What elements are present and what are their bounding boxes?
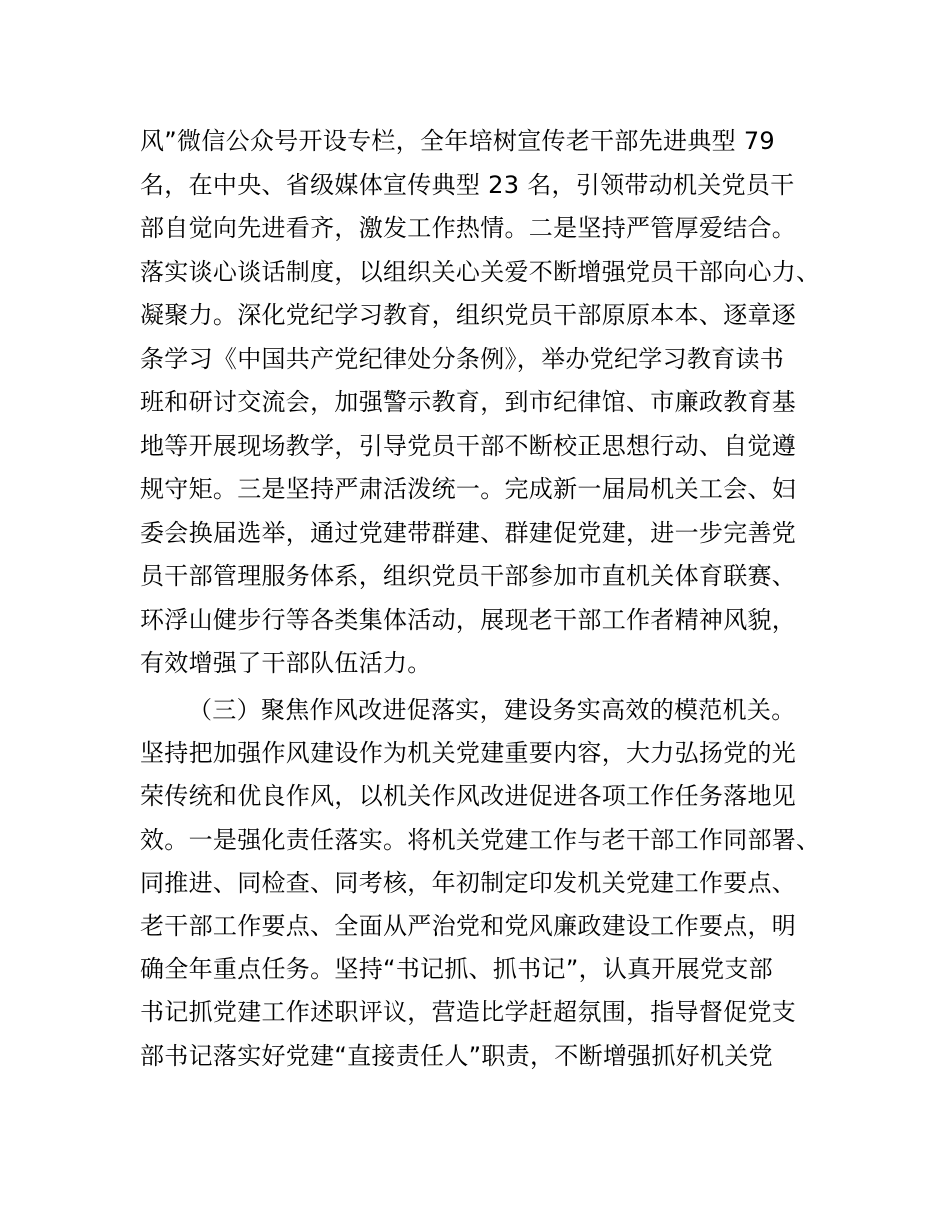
text-line: 效。一是强化责任落实。将机关党建工作与老干部工作同部署、 <box>140 825 821 854</box>
text-line: 凝聚力。深化党纪学习教育，组织党员干部原原本本、逐章逐 <box>140 301 797 329</box>
text-line: 确全年重点任务。坚持“书记抓、抓书记”，认真开展党支部 <box>140 955 773 984</box>
text-line: 班和研讨交流会，加强警示教育，到市纪律馆、市廉政教育基 <box>140 388 797 416</box>
text-line: 风”微信公众号开设专栏，全年培树宣传老干部先进典型 79 <box>140 127 775 155</box>
text-line: 坚持把加强作风建设作为机关党建重要内容，大力弘扬党的光 <box>140 739 797 768</box>
text-line: 荣传统和优良作风，以机关作风改进促进各项工作任务落地见 <box>140 782 797 811</box>
text-line: 环浮山健步行等各类集体活动，展现老干部工作者精神风貌， <box>140 605 797 634</box>
section-heading-line: （三）聚焦作风改进促落实，建设务实高效的模范机关。 <box>188 696 796 724</box>
text-line: 落实谈心谈话制度，以组织关心关爱不断增强党员干部向心力、 <box>140 257 821 286</box>
text-line: 书记抓党建工作述职评议，营造比学赶超氛围，指导督促党支 <box>140 998 797 1027</box>
paragraph-1 <box>140 120 830 686</box>
text-line: 同推进、同检查、同考核，年初制定印发机关党建工作要点、 <box>140 868 797 897</box>
text-line: 名，在中央、省级媒体宣传典型 23 名，引领带动机关党员干 <box>140 170 795 199</box>
text-line: 员干部管理服务体系，组织党员干部参加市直机关体育联赛、 <box>140 562 797 590</box>
text-line: 条学习《中国共产党纪律处分条例》，举办党纪学习教育读书 <box>140 344 785 373</box>
text-line: 地等开展现场教学，引导党员干部不断校正思想行动、自觉遵 <box>140 431 797 460</box>
text-line: 部书记落实好党建“直接责任人”职责，不断增强抓好机关党 <box>140 1041 773 1070</box>
text-line: 有效增强了干部队伍活力。 <box>140 649 432 677</box>
text-line: 委会换届选举，通过党建带群建、群建促党建，进一步完善党 <box>140 518 797 547</box>
text-line: 部自觉向先进看齐，激发工作热情。二是坚持严管厚爱结合。 <box>140 214 797 242</box>
text-line: 老干部工作要点、全面从严治党和党风廉政建设工作要点，明 <box>140 911 797 940</box>
text-line: 规守矩。三是坚持严肃活泼统一。完成新一届局机关工会、妇 <box>140 475 797 503</box>
paragraph-2 <box>140 689 830 1078</box>
